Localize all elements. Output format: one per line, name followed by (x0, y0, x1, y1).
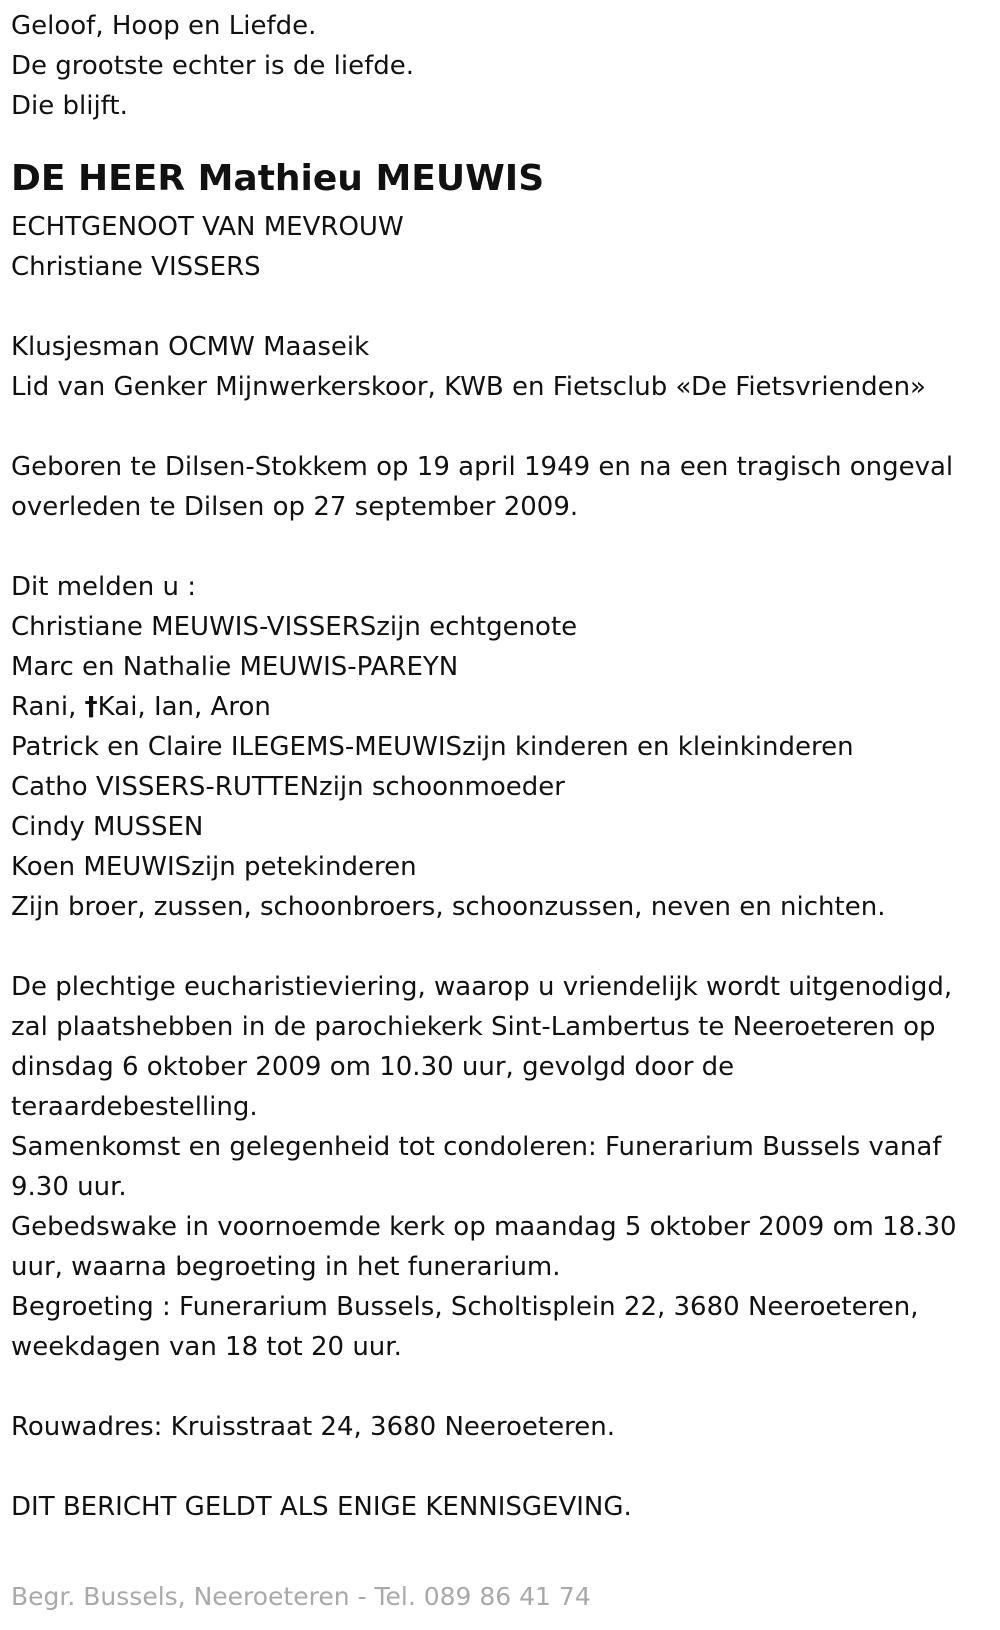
ceremony-paragraph: De plechtige eucharistieviering, waarop u vriendelijk wordt uitgenodigd, zal plaatshebben in de parochiekerk Sint-Lambertus te Neeroeteren op dinsdag 6 oktober 2009 om 10.30 uur, gevolgd door de teraardebestelling. (11, 972, 953, 1122)
spacer (11, 287, 990, 327)
mourning-address: Rouwadres: Kruisstraat 24, 3680 Neeroeteren. (11, 1412, 615, 1442)
family-line: Koen MEUWISzijn petekinderen (11, 852, 417, 882)
family-line (11, 687, 990, 727)
notice: DIT BERICHT GELDT ALS ENIGE KENNISGEVING. (11, 1492, 632, 1522)
motto-block (11, 6, 990, 126)
family-line: Patrick en Claire ILEGEMS-MEUWISzijn kinderen en kleinkinderen (11, 732, 854, 762)
family-line-prefix: Rani, (11, 692, 85, 722)
ceremony-paragraph: Begroeting : Funerarium Bussels, Scholtisplein 22, 3680 Neeroeteren, weekdagen van 18 tot 20 uur. (11, 1292, 919, 1362)
family-line: Cindy MUSSEN (11, 812, 204, 842)
motto-line: Geloof, Hoop en Liefde. (11, 11, 317, 41)
announce-intro: Dit melden u : (11, 572, 196, 602)
birth-death-text: Geboren te Dilsen-Stokkem op 19 april 1949 en na een tragisch ongeval overleden te Dilsen op 27 september 2009. (11, 452, 954, 522)
family-line: Marc en Nathalie MEUWIS-PAREYN (11, 652, 459, 682)
family-list (11, 607, 990, 927)
family-line: Christiane MEUWIS-VISSERSzijn echtgenote (11, 612, 578, 642)
spacer (11, 1367, 990, 1407)
spouse-line: ECHTGENOOT VAN MEVROUW (11, 212, 404, 242)
occupation: Klusjesman OCMW Maaseik (11, 332, 370, 362)
motto-line: De grootste echter is de liefde. (11, 51, 414, 81)
membership: Lid van Genker Mijnwerkerskoor, KWB en Fietsclub «De Fietsvrienden» (11, 372, 926, 402)
spacer (11, 1447, 990, 1487)
spacer (11, 927, 990, 967)
motto-line: Die blijft. (11, 91, 128, 121)
ceremony-block (11, 967, 990, 1367)
family-line: Catho VISSERS-RUTTENzijn schoonmoeder (11, 772, 565, 802)
deceased-name: DE HEER Mathieu MEUWIS (11, 158, 545, 199)
cross-icon: † (84, 692, 98, 722)
ceremony-paragraph: Gebedswake in voornoemde kerk op maandag 5 oktober 2009 om 18.30 uur, waarna begroeting in het funerarium. (11, 1212, 957, 1282)
funeral-home-footer: Begr. Bussels, Neeroeteren - Tel. 089 86 41 74 (11, 1582, 591, 1611)
family-line: Zijn broer, zussen, schoonbroers, schoonzussen, neven en nichten. (11, 892, 886, 922)
family-line-suffix: Kai, Ian, Aron (97, 692, 271, 722)
spouse-name: Christiane VISSERS (11, 252, 261, 282)
spacer (11, 527, 990, 567)
ceremony-paragraph: Samenkomst en gelegenheid tot condoleren: Funerarium Bussels vanaf 9.30 uur. (11, 1132, 942, 1202)
spacer (11, 407, 990, 447)
